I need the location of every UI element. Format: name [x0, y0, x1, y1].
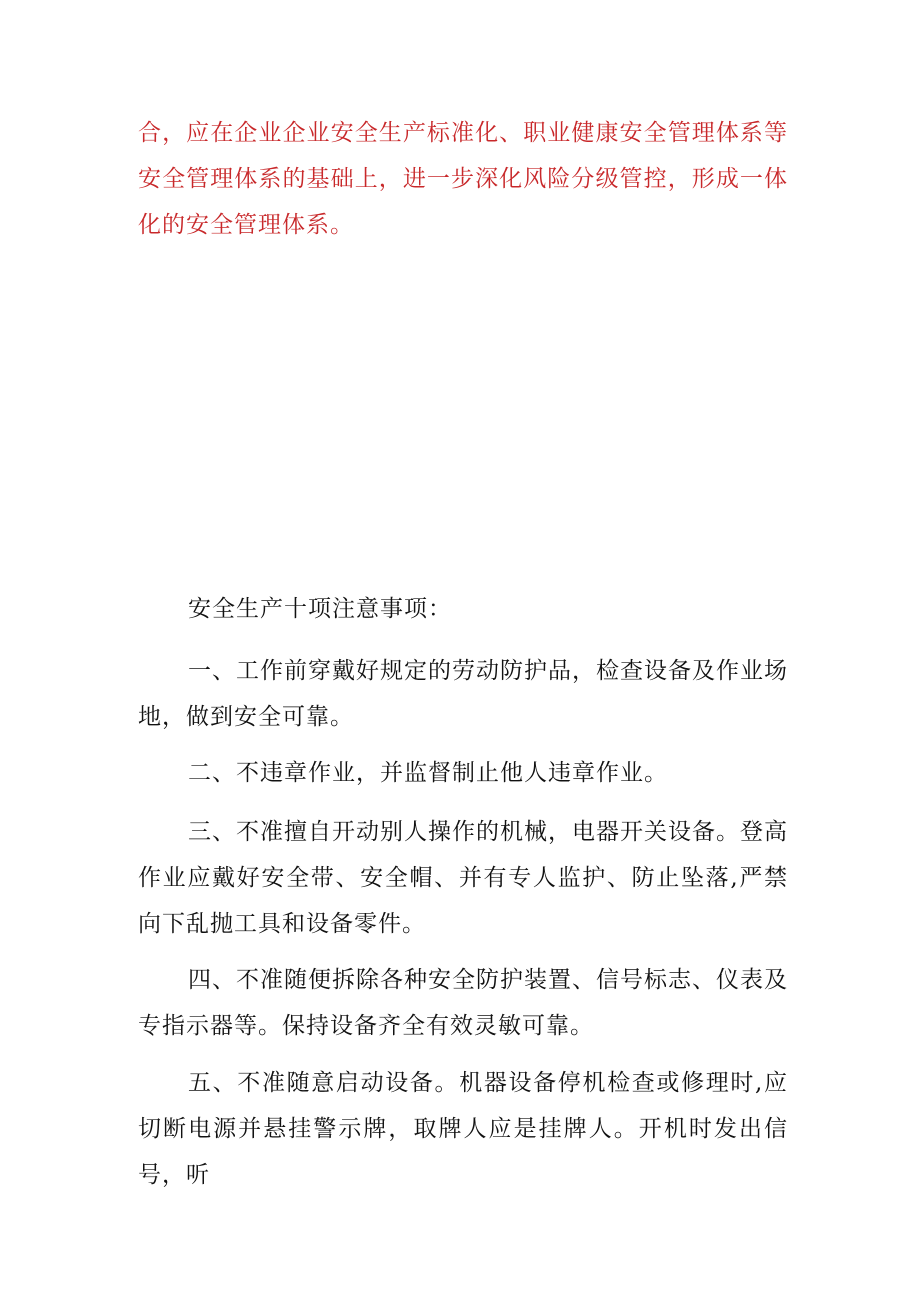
list-item-4: 四、不准随便拆除各种安全防护装置、信号标志、仪表及专指示器等。保持设备齐全有效灵敏可靠。 [138, 967, 788, 1039]
red-highlight-paragraph: 合，应在企业企业安全生产标准化、职业健康安全管理体系等安全管理体系的基础上，进一步深化风险分级管控，形成一体化的安全管理体系。 [138, 120, 788, 238]
section-heading: 安全生产十项注意事项： [188, 596, 452, 622]
list-item-1: 一、工作前穿戴好规定的劳动防护品，检查设备及作业场地，做到安全可靠。 [138, 658, 788, 730]
list-item-2: 二、不违章作业，并监督制止他人违章作业。 [188, 760, 668, 786]
list-item-5: 五、不准随意启动设备。机器设备停机检查或修理时,应切断电源并悬挂警示牌，取牌人应是挂牌人。开机时发出信号，听 [138, 1070, 788, 1188]
list-item-3: 三、不准擅自开动别人操作的机械，电器开关设备。登高作业应戴好安全带、安全帽、并有专人监护、防止坠落,严禁向下乱抛工具和设备零件。 [138, 819, 788, 937]
